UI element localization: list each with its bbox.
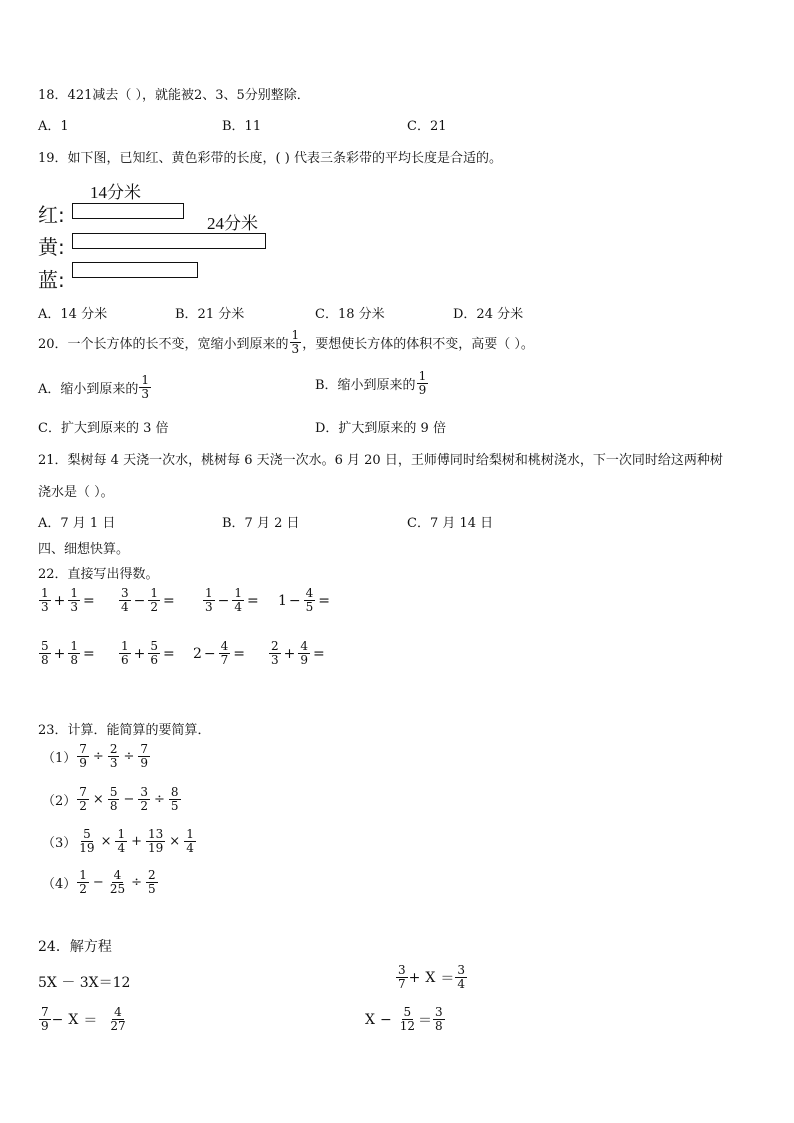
q22-row2-item4: [268, 640, 327, 667]
numerator: 1: [70, 639, 79, 653]
numerator: 1: [141, 373, 150, 387]
denominator: 4: [457, 977, 465, 992]
operator: ÷: [123, 749, 135, 765]
q20-option-d: D．扩大到原来的 9 倍: [315, 421, 446, 436]
denominator: 2: [79, 882, 87, 897]
q18-option-b: B．11: [222, 119, 262, 134]
numerator: 5: [150, 639, 159, 653]
numerator: 5: [41, 639, 49, 653]
numerator: 13: [148, 827, 164, 841]
equals-sign: =: [163, 592, 175, 609]
denominator: 5: [170, 799, 179, 814]
q20-stem: [38, 329, 534, 356]
q19-option-c: C．18 分米: [315, 307, 385, 322]
denominator: 3: [291, 342, 300, 357]
q20-option-a: [38, 374, 152, 401]
fraction: [219, 640, 231, 667]
denominator: 9: [140, 756, 149, 771]
denominator: 3: [271, 653, 279, 668]
denominator: 25: [109, 882, 126, 897]
q20-stem-part1: 20．一个长方体的长不变，宽缩小到原来的: [38, 337, 289, 353]
section-heading: 四、细想快算。: [38, 542, 130, 557]
numerator: 7: [140, 742, 149, 756]
fraction: [398, 1006, 417, 1033]
operator: −: [92, 875, 104, 891]
denominator: 2: [150, 600, 159, 615]
denominator: 3: [205, 600, 213, 615]
numerator: 1: [291, 328, 300, 342]
operator: −: [133, 592, 146, 609]
numerator: 1: [186, 827, 194, 841]
q20-option-c: C．扩大到原来的 3 倍: [38, 421, 169, 436]
numerator: 1: [418, 369, 427, 383]
q19-stem: 19．如下图，已知红、黄色彩带的长度，( ) 代表三条彩带的平均长度是合适的。: [38, 151, 502, 166]
equals-sign: =: [313, 645, 325, 662]
numerator: 2: [271, 639, 279, 653]
fraction: [148, 640, 160, 667]
fraction: [108, 743, 120, 770]
fraction: [169, 786, 181, 813]
fraction: [138, 786, 150, 813]
fraction: [39, 587, 51, 614]
q20-option-b: [315, 370, 429, 397]
denominator: 8: [41, 653, 49, 668]
numerator: 1: [117, 827, 126, 841]
q20-fraction: [290, 329, 302, 356]
fraction: [108, 869, 127, 896]
operator: +: [133, 645, 146, 662]
fraction: [77, 786, 89, 813]
fraction: [77, 869, 89, 896]
q21-option-b: B．7 月 2 日: [222, 516, 300, 531]
fraction: [115, 828, 127, 855]
operator: ÷: [92, 749, 104, 765]
fraction: [108, 1006, 127, 1033]
fraction: [146, 869, 158, 896]
red-ribbon-bar: [72, 203, 184, 219]
denominator: 9: [79, 756, 87, 771]
denominator: 9: [300, 653, 309, 668]
numerator: 3: [434, 1005, 443, 1019]
denominator: 19: [148, 841, 164, 856]
q21-option-c: C．7 月 14 日: [407, 516, 494, 531]
numerator: 1: [41, 586, 49, 600]
option-text: A．缩小到原来的: [38, 382, 139, 398]
q21-stem-line2: 浇水是（ ）。: [38, 485, 114, 500]
denominator: 27: [110, 1019, 126, 1034]
fraction: [269, 640, 281, 667]
denominator: 9: [41, 1019, 49, 1034]
numerator: 3: [398, 963, 406, 977]
item-label: （2）: [42, 794, 77, 810]
numerator: 4: [113, 868, 122, 882]
q23-item-1: [42, 743, 151, 770]
numerator: 2: [148, 868, 156, 882]
q23-item-2: [42, 786, 182, 813]
fraction: [304, 587, 316, 614]
fraction: [119, 640, 131, 667]
numerator: 7: [79, 742, 87, 756]
red-length-label: 14分米: [90, 183, 141, 202]
numerator: 1: [234, 586, 243, 600]
numerator: 5: [109, 785, 118, 799]
q24-equation-4: [365, 1006, 446, 1033]
fraction: [39, 640, 51, 667]
blue-ribbon-bar: [72, 262, 198, 278]
q22-row2-item1: [38, 640, 97, 667]
q21-stem-line1: 21．梨树每 4 天浇一次水，桃树每 6 天浇一次水。6 月 20 日，王师傅同时给梨树和桃树浇水，下一次同时给这两种树: [38, 453, 723, 468]
fraction: [232, 587, 244, 614]
denominator: 2: [79, 799, 87, 814]
operator: ×: [100, 834, 112, 850]
numerator: 1: [121, 639, 129, 653]
q24-equation-3: [38, 1006, 129, 1033]
denominator: 5: [148, 882, 156, 897]
numerator: 1: [79, 868, 87, 882]
operator: −: [379, 1011, 392, 1028]
fraction: [108, 786, 120, 813]
variable-x: X: [365, 1011, 375, 1028]
q24-equation-2: [395, 964, 468, 991]
fraction: [433, 1006, 445, 1033]
denominator: 9: [418, 383, 427, 398]
fraction: [68, 587, 80, 614]
equals-sign: =: [83, 592, 95, 609]
denominator: 4: [121, 600, 129, 615]
numerator: 1: [150, 586, 159, 600]
equals-sign: ＝: [440, 970, 455, 987]
option-text: B．缩小到原来的: [315, 378, 416, 394]
q23-item-3: [42, 828, 197, 855]
numerator: 8: [170, 785, 179, 799]
fraction: [146, 828, 165, 855]
q18-option-c: C．21: [407, 119, 447, 134]
denominator: 3: [41, 600, 49, 615]
operator: ×: [92, 792, 104, 808]
operator: −: [288, 592, 301, 609]
denominator: 4: [186, 841, 194, 856]
denominator: 3: [70, 600, 79, 615]
denominator: 5: [305, 600, 314, 615]
q18-stem: 18．421减去（ ），就能被2、3、5分别整除．: [38, 88, 310, 103]
numerator: 7: [79, 785, 87, 799]
denominator: 6: [150, 653, 159, 668]
numerator: 1: [70, 586, 79, 600]
operator: ÷: [154, 792, 165, 808]
denominator: 12: [399, 1019, 415, 1034]
option-fraction: [139, 374, 151, 401]
numerator: 5: [403, 1005, 412, 1019]
denominator: 8: [434, 1019, 443, 1034]
item-label: （4）: [42, 877, 77, 893]
q23-stem: 23．计算．能简算的要简算．: [38, 723, 211, 738]
q20-stem-part2: ，要想使长方体的体积不变，高要（ ）。: [302, 337, 534, 353]
whole-number: 1: [278, 592, 287, 609]
denominator: 8: [109, 799, 118, 814]
q22-stem: 22．直接写出得数。: [38, 567, 159, 582]
item-label: （3）: [42, 836, 77, 852]
equals-sign: ＝: [417, 1012, 432, 1029]
numerator: 4: [220, 639, 229, 653]
fraction: [298, 640, 310, 667]
denominator: 7: [220, 653, 229, 668]
fraction: [184, 828, 196, 855]
fraction: [455, 964, 467, 991]
denominator: 3: [109, 756, 118, 771]
q22-row1-item4: [278, 587, 332, 614]
whole-number: 2: [193, 645, 202, 662]
equals-sign: ＝: [83, 1012, 98, 1029]
numerator: 4: [305, 586, 314, 600]
numerator: 3: [140, 785, 149, 799]
operator: +: [131, 834, 143, 850]
q23-item-4: [42, 869, 159, 896]
blue-label: 蓝:: [38, 268, 65, 292]
q19-option-d: D．24 分米: [453, 307, 524, 322]
q21-option-a: A．7 月 1 日: [38, 516, 116, 531]
equals-sign: =: [247, 592, 259, 609]
denominator: 7: [398, 977, 406, 992]
operator: +: [53, 645, 66, 662]
variable-x: X: [68, 1011, 79, 1028]
equals-sign: =: [83, 645, 95, 662]
denominator: 4: [117, 841, 126, 856]
fraction: [203, 587, 215, 614]
numerator: 4: [114, 1005, 122, 1019]
numerator: 2: [109, 742, 118, 756]
fraction: [77, 743, 89, 770]
item-label: （1）: [42, 751, 77, 767]
fraction: [138, 743, 150, 770]
denominator: 6: [121, 653, 129, 668]
fraction: [39, 1006, 51, 1033]
denominator: 4: [234, 600, 243, 615]
q19-option-a: A．14 分米: [38, 307, 108, 322]
q22-row1-item2: [118, 587, 177, 614]
operator: ÷: [131, 875, 143, 891]
numerator: 4: [300, 639, 309, 653]
operator: −: [123, 792, 135, 808]
denominator: 2: [140, 799, 149, 814]
operator: −: [217, 592, 230, 609]
numerator: 3: [121, 586, 129, 600]
numerator: 7: [41, 1005, 49, 1019]
q24-equation-1: 5X － 3X＝12: [38, 975, 131, 991]
q24-stem: 24．解方程: [38, 939, 112, 955]
option-fraction: [417, 370, 429, 397]
operator: −: [203, 645, 216, 662]
fraction: [77, 828, 96, 855]
equals-sign: =: [163, 645, 175, 662]
numerator: 1: [205, 586, 213, 600]
operator: ×: [169, 834, 181, 850]
numerator: 3: [457, 963, 465, 977]
fraction: [68, 640, 80, 667]
q19-option-b: B．21 分米: [175, 307, 245, 322]
operator: +: [53, 592, 66, 609]
yellow-label: 黄:: [38, 235, 65, 259]
yellow-ribbon-bar: [72, 233, 266, 249]
variable-x: X: [425, 969, 436, 986]
fraction: [396, 964, 408, 991]
fraction: [119, 587, 131, 614]
q22-row1-item1: [38, 587, 97, 614]
q22-row2-item3: [193, 640, 247, 667]
q22-row1-item3: [202, 587, 261, 614]
numerator: 5: [83, 827, 91, 841]
denominator: 19: [79, 841, 95, 856]
operator: +: [408, 969, 421, 986]
operator: +: [283, 645, 296, 662]
red-label: 红:: [38, 203, 65, 227]
fraction: [148, 587, 160, 614]
q18-option-a: A．1: [38, 119, 69, 134]
denominator: 8: [70, 653, 79, 668]
operator: −: [51, 1011, 64, 1028]
equals-sign: =: [318, 592, 331, 609]
denominator: 3: [141, 387, 150, 402]
equals-sign: =: [233, 645, 246, 662]
yellow-length-label: 24分米: [207, 214, 258, 233]
q22-row2-item2: [118, 640, 177, 667]
